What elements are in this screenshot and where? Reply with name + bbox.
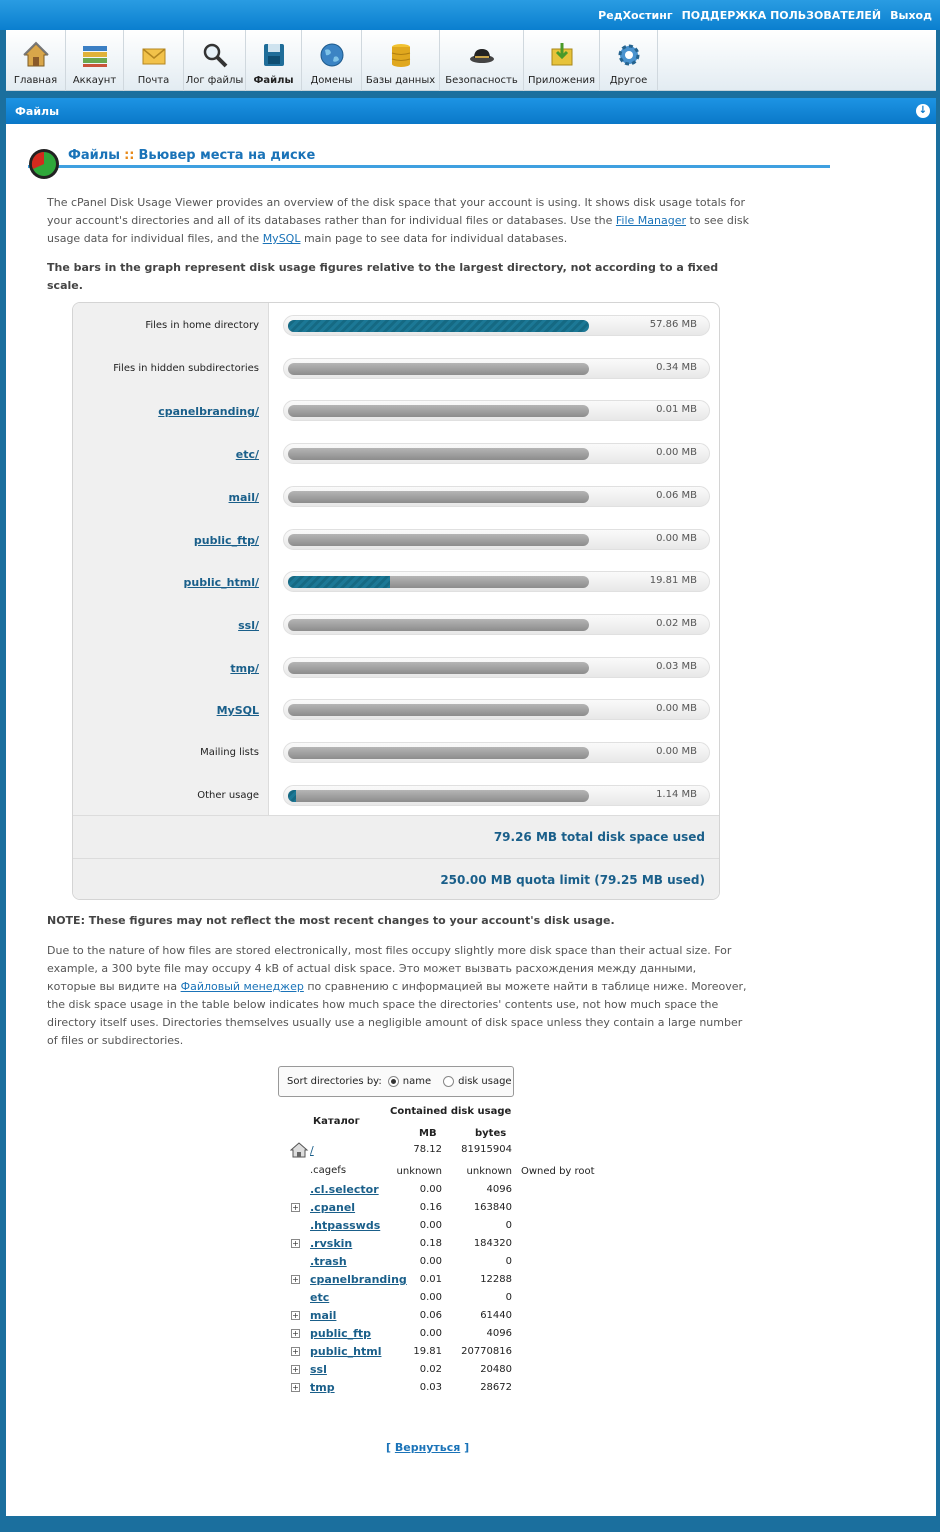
nav-label: Главная <box>13 75 58 86</box>
usage-value: 0.34 MB <box>656 361 697 373</box>
expand-icon[interactable]: + <box>292 1275 299 1284</box>
directory-name[interactable]: .trash <box>310 1255 347 1268</box>
usage-row <box>73 392 719 435</box>
database-icon <box>387 41 415 69</box>
usage-row <box>73 521 719 564</box>
nav-label: Почта <box>137 75 170 86</box>
usage-row <box>73 435 719 478</box>
directory-mb: unknown <box>396 1166 442 1177</box>
table-row <box>284 1380 624 1398</box>
usage-bar-track <box>283 742 710 763</box>
usage-bar <box>288 704 589 716</box>
nav-databases[interactable] <box>362 30 440 91</box>
collapse-icon[interactable]: ↓ <box>916 104 930 118</box>
usage-bar <box>288 405 589 417</box>
table-row <box>284 1290 624 1308</box>
usage-bar-fill <box>288 576 390 588</box>
sort-name-radio[interactable] <box>388 1076 399 1087</box>
usage-row <box>73 691 719 734</box>
directory-name[interactable]: mail <box>310 1309 337 1322</box>
back-label[interactable]: Вернуться <box>394 1441 461 1454</box>
nav-logs[interactable] <box>184 30 246 91</box>
nav-label: Лог файлы <box>185 75 244 86</box>
apps-icon <box>548 41 576 69</box>
usage-panel <box>72 302 720 900</box>
nav-mail[interactable] <box>124 30 184 91</box>
table-row <box>284 1362 624 1380</box>
usage-bar <box>288 619 589 631</box>
col-contained: Contained disk usage <box>390 1106 512 1117</box>
directory-mb: 0.00 <box>419 1256 442 1267</box>
usage-label[interactable]: mail/ <box>228 490 259 504</box>
nav-label: Безопасность <box>445 75 518 86</box>
usage-bar-fill <box>288 320 589 332</box>
heading-separator: :: <box>124 148 135 163</box>
nav-label: Домены <box>310 75 353 86</box>
usage-row <box>73 734 719 777</box>
usage-bar-track <box>283 657 710 678</box>
nav-files[interactable] <box>246 30 302 91</box>
directory-bytes: 20770816 <box>461 1346 512 1357</box>
usage-value: 0.02 MB <box>656 617 697 629</box>
directory-bytes: 184320 <box>473 1238 512 1249</box>
table-row <box>284 1200 624 1218</box>
table-row <box>284 1344 624 1362</box>
table-row <box>284 1236 624 1254</box>
back-link[interactable] <box>386 1441 469 1454</box>
usage-label[interactable]: ssl/ <box>238 618 259 632</box>
table-row-root <box>284 1142 624 1160</box>
directory-name[interactable]: .cl.selector <box>310 1183 379 1196</box>
table-row <box>284 1218 624 1236</box>
nav-account[interactable] <box>66 30 124 91</box>
root-mb: 78.12 <box>413 1144 442 1155</box>
usage-value: 0.00 MB <box>656 532 697 544</box>
usage-bar <box>288 662 589 674</box>
expand-icon[interactable]: + <box>292 1365 299 1374</box>
main-nav <box>6 30 936 91</box>
house-icon[interactable] <box>290 1142 310 1161</box>
nav-domains[interactable] <box>302 30 362 91</box>
col-bytes: bytes <box>475 1128 507 1139</box>
content-area <box>6 124 936 1516</box>
usage-value: 0.00 MB <box>656 746 697 757</box>
usage-row <box>73 777 719 820</box>
sort-label: Sort directories by: <box>287 1076 382 1087</box>
usage-label[interactable]: cpanelbranding/ <box>158 405 259 419</box>
disk-icon <box>260 41 288 69</box>
intro-text: main page to see data for individual databases. <box>300 232 568 245</box>
usage-value: 0.01 MB <box>656 404 697 416</box>
usage-bar-track <box>283 529 710 550</box>
directory-mb: 19.81 <box>413 1346 442 1357</box>
heading-section: Файлы <box>68 148 121 163</box>
usage-value: 19.81 MB <box>649 575 697 587</box>
root-link[interactable]: / <box>310 1144 314 1157</box>
usage-bar-track <box>283 571 710 592</box>
directory-name[interactable]: tmp <box>310 1381 335 1394</box>
directory-bytes: 0 <box>505 1292 512 1303</box>
usage-bar-fill <box>288 790 296 802</box>
logout-link[interactable]: Выход <box>890 8 932 22</box>
expand-icon[interactable]: + <box>292 1239 299 1248</box>
usage-label: Mailing lists <box>200 747 259 758</box>
directory-mb: 0.00 <box>419 1220 442 1231</box>
mysql-link[interactable]: MySQL <box>262 232 301 245</box>
table-row <box>284 1326 624 1344</box>
table-row <box>284 1254 624 1272</box>
nav-label: Базы данных <box>365 75 436 86</box>
usage-bar-track <box>283 443 710 464</box>
table-row <box>284 1164 624 1182</box>
directory-bytes: 61440 <box>480 1310 512 1321</box>
nav-home[interactable] <box>6 30 66 91</box>
quota-usage: 250.00 MB quota limit (79.25 MB used) <box>73 858 719 900</box>
top-bar <box>0 0 940 30</box>
usage-bar-track <box>283 785 710 806</box>
directory-mb: 0.06 <box>419 1310 442 1321</box>
usage-row <box>73 478 719 521</box>
usage-bar-track <box>283 358 710 379</box>
usage-bar <box>288 363 589 375</box>
total-usage: 79.26 MB total disk space used <box>73 815 719 858</box>
usage-bar-track <box>283 614 710 635</box>
usage-label: Files in hidden subdirectories <box>113 362 259 374</box>
directory-table <box>284 1100 624 1400</box>
support-link[interactable]: ПОДДЕРЖКА ПОЛЬЗОВАТЕЛЕЙ <box>681 8 882 22</box>
usage-label[interactable]: etc/ <box>235 448 259 462</box>
directory-bytes: 28672 <box>480 1382 512 1393</box>
bars-note: The bars in the graph represent disk usage figures relative to the largest directory, not according to a fixed scale. <box>47 261 719 292</box>
section-title: Файлы <box>15 104 60 118</box>
note: NOTE: These figures may not reflect the most recent changes to your account's disk usage. <box>47 914 615 927</box>
directory-bytes: unknown <box>466 1166 512 1177</box>
usage-row <box>73 563 719 606</box>
usage-value: 1.14 MB <box>656 788 697 800</box>
usage-bar <box>288 747 589 759</box>
col-directory: Каталог <box>313 1116 360 1127</box>
intro-paragraph <box>47 194 757 248</box>
sort-usage-label[interactable]: disk usage <box>458 1076 512 1087</box>
directory-mb: 0.00 <box>419 1328 442 1339</box>
usage-label[interactable]: public_ftp/ <box>193 533 259 547</box>
file-manager-ru-link[interactable]: Файловый менеджер <box>180 980 304 993</box>
sort-usage-radio[interactable] <box>443 1076 454 1087</box>
directory-bytes: 0 <box>505 1220 512 1231</box>
nav-label: Другое <box>609 75 648 86</box>
sort-box <box>278 1066 514 1097</box>
directory-mb: 0.00 <box>419 1184 442 1195</box>
usage-bar-track <box>283 486 710 507</box>
brand-link[interactable]: РедХостинг <box>598 8 673 22</box>
directory-name[interactable]: public_ftp <box>310 1327 372 1340</box>
directory-name[interactable]: .rvskin <box>310 1237 353 1250</box>
usage-label: Other usage <box>197 789 259 801</box>
expand-icon[interactable]: + <box>292 1311 299 1320</box>
home-icon <box>22 41 50 69</box>
usage-label[interactable]: MySQL <box>216 704 259 718</box>
table-row <box>284 1182 624 1200</box>
directory-bytes: 4096 <box>486 1328 512 1339</box>
directory-name[interactable]: cpanelbranding <box>310 1273 407 1286</box>
usage-bar <box>288 790 589 802</box>
directory-note: Owned by root <box>521 1166 595 1177</box>
explain-paragraph <box>47 942 747 1050</box>
search-icon <box>201 41 229 69</box>
explain-text: по сравнению с информацией вы можете найти в таблице ниже. Moreover, the disk space usage in the table below indicates how much space the directories' contents use, not how much space the directory itself uses. Directories themselves usually use a negligible amount of disk space unless they contain a large number of files or subdirectories. <box>47 980 747 1047</box>
intro-text: The cPanel Disk Usage Viewer provides an overview of the disk space that your account is using. It shows disk usage totals for your account's directories and all of its databases rather than for individual files or databases. Use the <box>47 196 746 227</box>
table-row <box>284 1272 624 1290</box>
nav-label: Файлы <box>253 75 294 86</box>
usage-value: 0.06 MB <box>656 489 697 501</box>
directory-bytes: 4096 <box>486 1184 512 1195</box>
usage-value: 57.86 MB <box>649 319 697 330</box>
root-bytes: 81915904 <box>461 1144 512 1155</box>
back-close: ] <box>464 1441 470 1454</box>
usage-row <box>73 649 719 692</box>
usage-label[interactable]: tmp/ <box>230 661 259 675</box>
sort-name-label[interactable]: name <box>402 1076 432 1087</box>
directory-mb: 0.02 <box>419 1364 442 1375</box>
intro-text: to see disk usage data for individual files, and the <box>47 214 749 245</box>
directory-name[interactable]: ssl <box>310 1363 327 1376</box>
expand-icon[interactable]: + <box>292 1329 299 1338</box>
file-manager-link[interactable]: File Manager <box>615 214 687 227</box>
security-icon <box>468 41 496 69</box>
page-heading <box>28 146 830 168</box>
usage-row <box>73 606 719 649</box>
directory-name[interactable]: public_html <box>310 1345 382 1358</box>
nav-security[interactable] <box>440 30 524 91</box>
nav-label: Приложения <box>527 75 596 86</box>
usage-bar <box>288 534 589 546</box>
directory-mb: 0.01 <box>419 1274 442 1285</box>
mail-icon <box>140 41 168 69</box>
section-bar <box>6 98 936 124</box>
expand-icon[interactable]: + <box>292 1383 299 1392</box>
directory-name[interactable]: .htpasswds <box>310 1219 381 1232</box>
directory-bytes: 20480 <box>480 1364 512 1375</box>
account-icon <box>81 41 109 69</box>
nav-other[interactable] <box>600 30 658 91</box>
directory-mb: 0.18 <box>419 1238 442 1249</box>
usage-bar <box>288 448 589 460</box>
usage-value: 0.03 MB <box>656 660 697 672</box>
directory-mb: 0.03 <box>419 1382 442 1393</box>
back-open: [ <box>386 1441 392 1454</box>
usage-bar-track <box>283 699 710 720</box>
nav-label: Аккаунт <box>72 75 117 86</box>
heading-page: Вьювер места на диске <box>138 148 316 163</box>
directory-mb: 0.16 <box>419 1202 442 1213</box>
usage-value: 0.00 MB <box>656 447 697 459</box>
directory-name: .cagefs <box>310 1165 347 1176</box>
directory-bytes: 163840 <box>473 1202 512 1213</box>
usage-bar-track <box>283 315 710 336</box>
explain-text: Due to the nature of how files are stored electronically, most files occupy slightly more disk space than their actual size. For example, a 300 byte file may occupy 4 kB of actual disk space. Это может вызвать расхождения между данными, которые вы видите на <box>47 944 732 993</box>
table-row <box>284 1308 624 1326</box>
disk-usage-icon <box>28 148 60 180</box>
usage-value: 0.00 MB <box>656 703 697 715</box>
usage-bar <box>288 491 589 503</box>
usage-label: Files in home directory <box>145 320 259 331</box>
expand-icon[interactable]: + <box>292 1203 299 1212</box>
nav-apps[interactable] <box>524 30 600 91</box>
directory-mb: 0.00 <box>419 1292 442 1303</box>
directory-name[interactable]: .cpanel <box>310 1201 356 1214</box>
usage-row <box>73 307 719 350</box>
usage-bar <box>288 576 589 588</box>
page-title <box>68 148 315 163</box>
globe-icon <box>318 41 346 69</box>
directory-name[interactable]: etc <box>310 1291 330 1304</box>
usage-bar <box>288 320 589 332</box>
usage-row <box>73 350 719 393</box>
directory-bytes: 0 <box>505 1256 512 1267</box>
usage-label[interactable]: public_html/ <box>183 576 259 590</box>
gear-icon <box>615 41 643 69</box>
usage-bar-track <box>283 400 710 421</box>
expand-icon[interactable]: + <box>292 1347 299 1356</box>
directory-bytes: 12288 <box>480 1274 512 1285</box>
col-mb: MB <box>419 1128 437 1139</box>
